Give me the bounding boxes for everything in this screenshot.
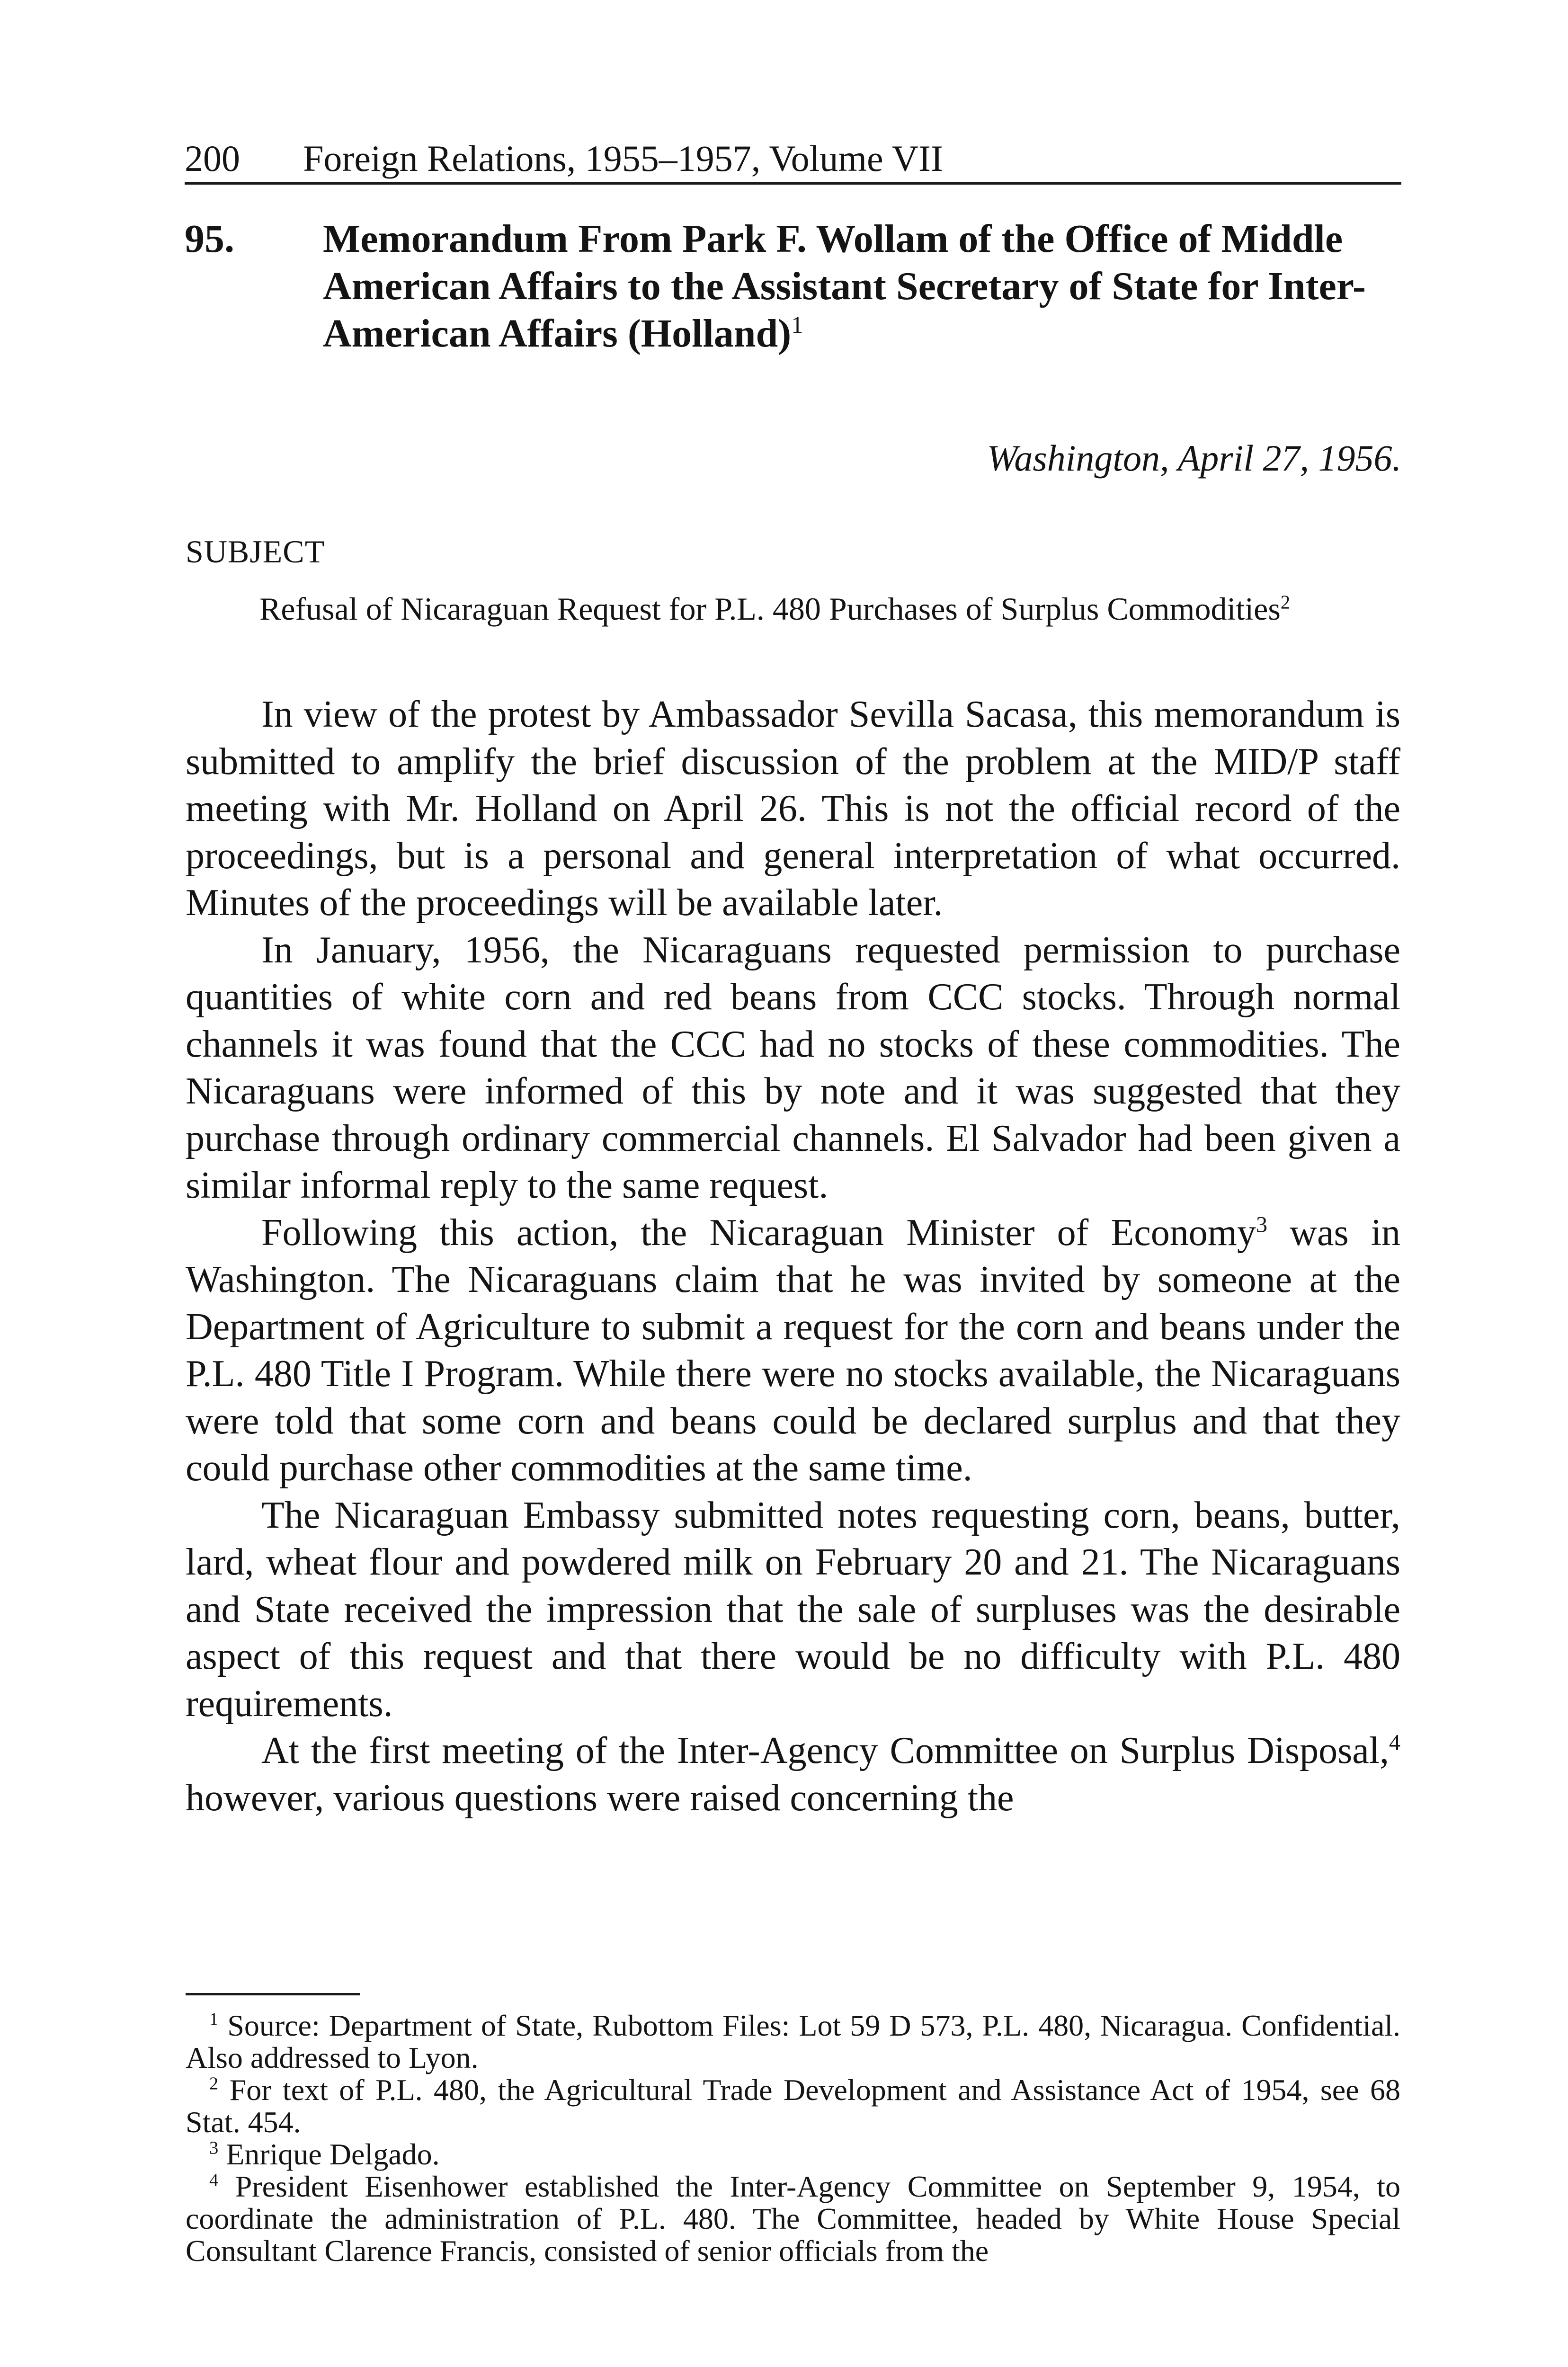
footnote-ref-3: 3 [1256,1211,1267,1237]
footnote-2-text: For text of P.L. 480, the Agricultural Trade Development and Assistance Act of 1954, see 68 Stat. 454. [186,2073,1401,2139]
paragraph-4: The Nicaraguan Embassy submitted notes requesting corn, beans, butter, lard, wheat flour and powdered milk on February 20 and 21. The Nicaraguans and State received the impression that the sale of surpluses was the desirable aspect of this request and that there would be no difficulty with P.L. 480 requirements. [186,1494,1400,1725]
footnote-3-text: Enrique Delgado. [226,2137,440,2171]
footnote-4-text: President Eisenhower established the Inter-Agency Committee on September 9, 1954, to coordinate the administration of P.L. 480. The Committee, headed by White House Special Consultant Clarence Francis, consisted of senior officials from the [186,2170,1401,2268]
footnote-2-number: 2 [209,2073,219,2094]
subject-label: SUBJECT [186,534,325,570]
paragraph-3-part-a: Following this action, the Nicaraguan Minister of Economy [261,1211,1256,1254]
running-header [185,135,1401,185]
footnote-ref-4: 4 [1389,1730,1400,1755]
footnote-1 [186,2010,1400,2074]
paragraph-5-part-b: however, various questions were raised concerning the [186,1777,1014,1819]
page-number: 200 [185,138,240,179]
footnote-4-number: 4 [209,2170,219,2190]
paragraph-5 [186,1727,1400,1822]
subject-text-content: Refusal of Nicaraguan Request for P.L. 480 Purchases of Surplus Commodities [259,591,1281,627]
paragraph-2: In January, 1956, the Nicaraguans requested permission to purchase quantities of white corn and red beans from CCC stocks. Through normal channels it was found that the CCC had no stocks of these commodities. The Nicaraguans were informed of this by note and it was suggested that they purchase through ordinary commercial channels. El Salvador had been given a similar informal reply to the same request. [186,929,1400,1206]
footnote-3-number: 3 [209,2138,219,2158]
footnote-2 [186,2074,1400,2138]
paragraph-3-part-b: was in Washington. The Nicaraguans claim that he was invited by someone at the Department of Agriculture to submit a request for the corn and beans under the P.L. 480 Title I Program. While there were no stocks available, the Nicaraguans were told that some corn and beans could be declared surplus and that they could purchase other commodities at the same time. [186,1211,1400,1489]
paragraph-1: In view of the protest by Ambassador Sevilla Sacasa, this memorandum is submitted to amplify the brief discussion of the problem at the MID/P staff meeting with Mr. Holland on April 26. This is not the official record of the proceedings, but is a personal and general interpretation of what occurred. Minutes of the proceedings will be available later. [186,694,1400,924]
footnote-4 [186,2171,1400,2267]
memorandum-body [186,691,1400,1822]
document-number: 95. [185,217,234,261]
footnote-ref-2: 2 [1280,591,1291,613]
volume-title: Foreign Relations, 1955–1957, Volume VII [303,138,943,179]
place-date-line: Washington, April 27, 1956. [987,437,1401,479]
footnote-1-text: Source: Department of State, Rubottom Files: Lot 59 D 573, P.L. 480, Nicaragua. Confidential. Also addressed to Lyon. [186,2009,1401,2074]
paragraph-5-part-a: At the first meeting of the Inter-Agency Committee on Surplus Disposal, [261,1730,1389,1771]
document-title-text: Memorandum From Park F. Wollam of the Office of Middle American Affairs to the Assistant Secretary of State for Inter-American Affairs (Holland) [323,217,1366,356]
footnote-ref-1: 1 [791,311,803,338]
document-title [323,215,1388,357]
footnote-3 [186,2138,1400,2171]
subject-text [259,589,1377,628]
footnotes [186,2010,1400,2267]
footnote-divider [186,1993,360,1995]
paragraph-3 [186,1210,1400,1492]
footnote-1-number: 1 [209,2009,219,2029]
